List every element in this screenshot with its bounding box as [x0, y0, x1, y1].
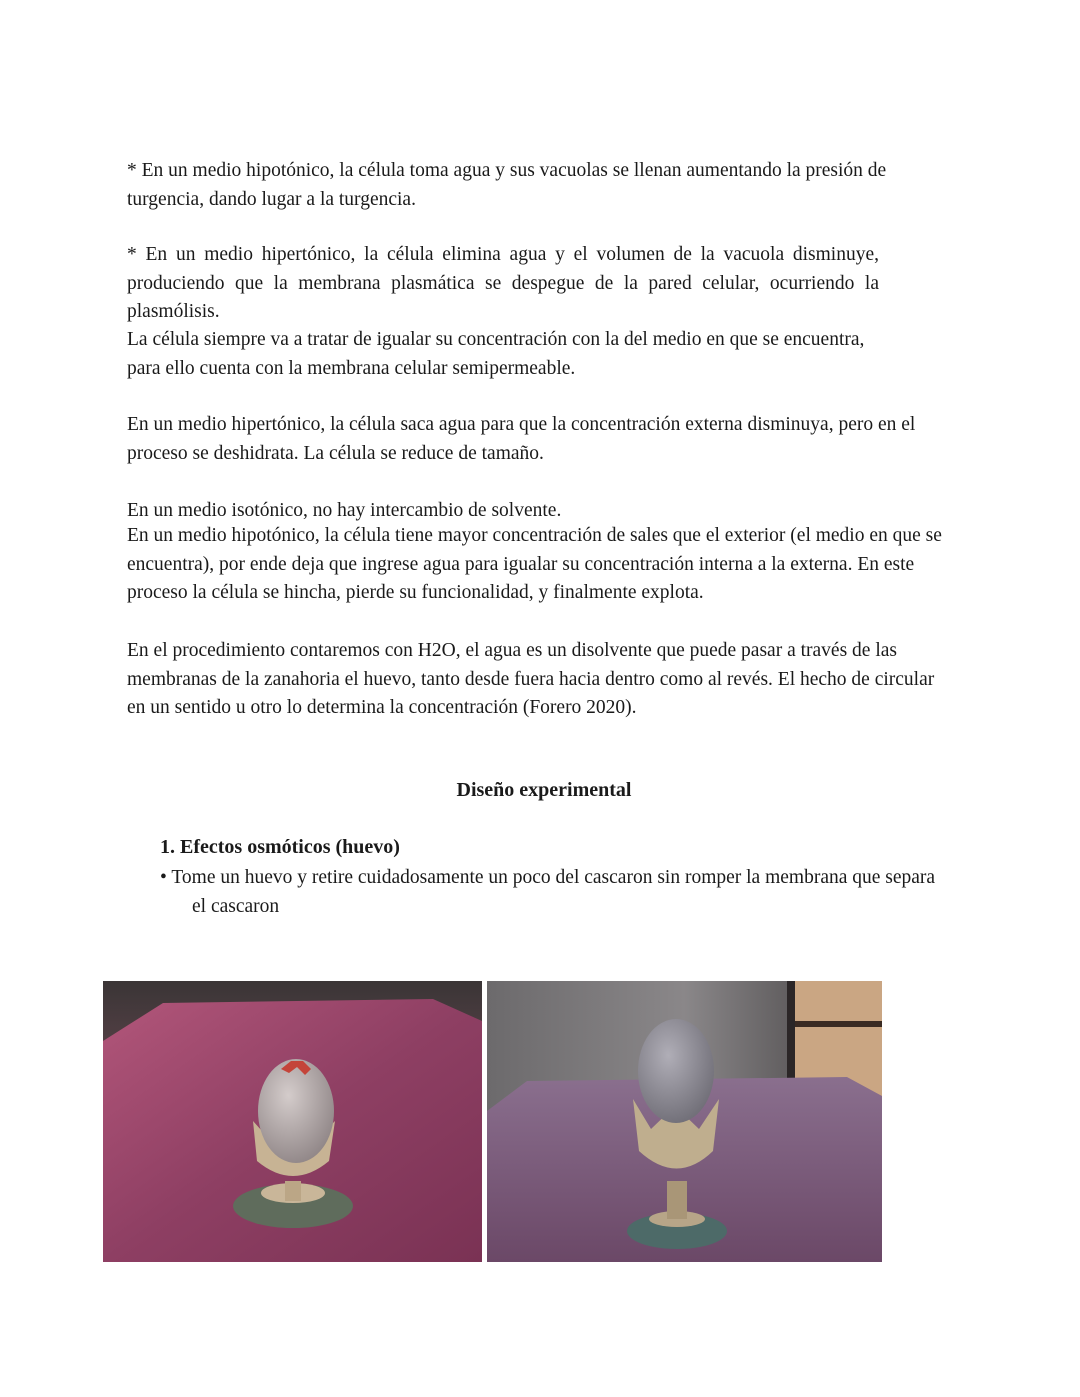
egg-photo-2 [487, 981, 882, 1262]
paragraph-hypotonic-turgor: * En un medio hipotónico, la célula toma agua y sus vacuolas se llenan aumentando la presión de turgencia, dando lugar a la turgencia. [127, 160, 887, 210]
paragraph-isotonic: En un medio isotónico, no hay intercambio de solvente. [127, 500, 562, 521]
bullet-item [160, 864, 952, 921]
subsection-title: 1. Efectos osmóticos (huevo) [160, 836, 400, 858]
paragraph-hypotonic-explode: En un medio hipotónico, la célula tiene mayor concentración de sales que el exterior (el medio en que se encuentra), por ende deja que ingrese agua para igualar su concentración interna a la externa. En este proceso la célula se hincha, pierde su funcionalidad, y finalmente explota. [127, 525, 942, 603]
egg-photo-1-drawing [103, 981, 482, 1262]
paragraph-hypertonic-dehydration: En un medio hipertónico, la célula saca agua para que la concentración externa disminuya, pero en el proceso se deshidrata. La célula se reduce de tamaño. [127, 414, 916, 464]
paragraph-hypertonic-plasmolysis: * En un medio hipertónico, la célula elimina agua y el volumen de la vacuola disminuye, produciendo que la membrana plasmática se despegue de la pared celular, ocurriendo la plasmólisis. [127, 244, 879, 322]
egg-photo-1 [103, 981, 482, 1262]
section-title: Diseño experimental [456, 779, 632, 801]
bullet-marker: • [160, 867, 167, 888]
bullet-text: Tome un huevo y retire cuidadosamente un poco del cascaron sin romper la membrana que separa el cascaron [171, 867, 936, 917]
paragraph-equalize-concentration: La célula siempre va a tratar de igualar su concentración con la del medio en que se encuentra, para ello cuenta con la membrana celular semipermeable. [127, 329, 865, 379]
egg-photo-2-drawing [487, 981, 882, 1262]
paragraph-procedure-water: En el procedimiento contaremos con H2O, el agua es un disolvente que puede pasar a través de las membranas de la zanahoria el huevo, tanto desde fuera hacia dentro como al revés. El hecho de circular en un sentido u otro lo determina la concentración (Forero 2020). [127, 640, 935, 718]
